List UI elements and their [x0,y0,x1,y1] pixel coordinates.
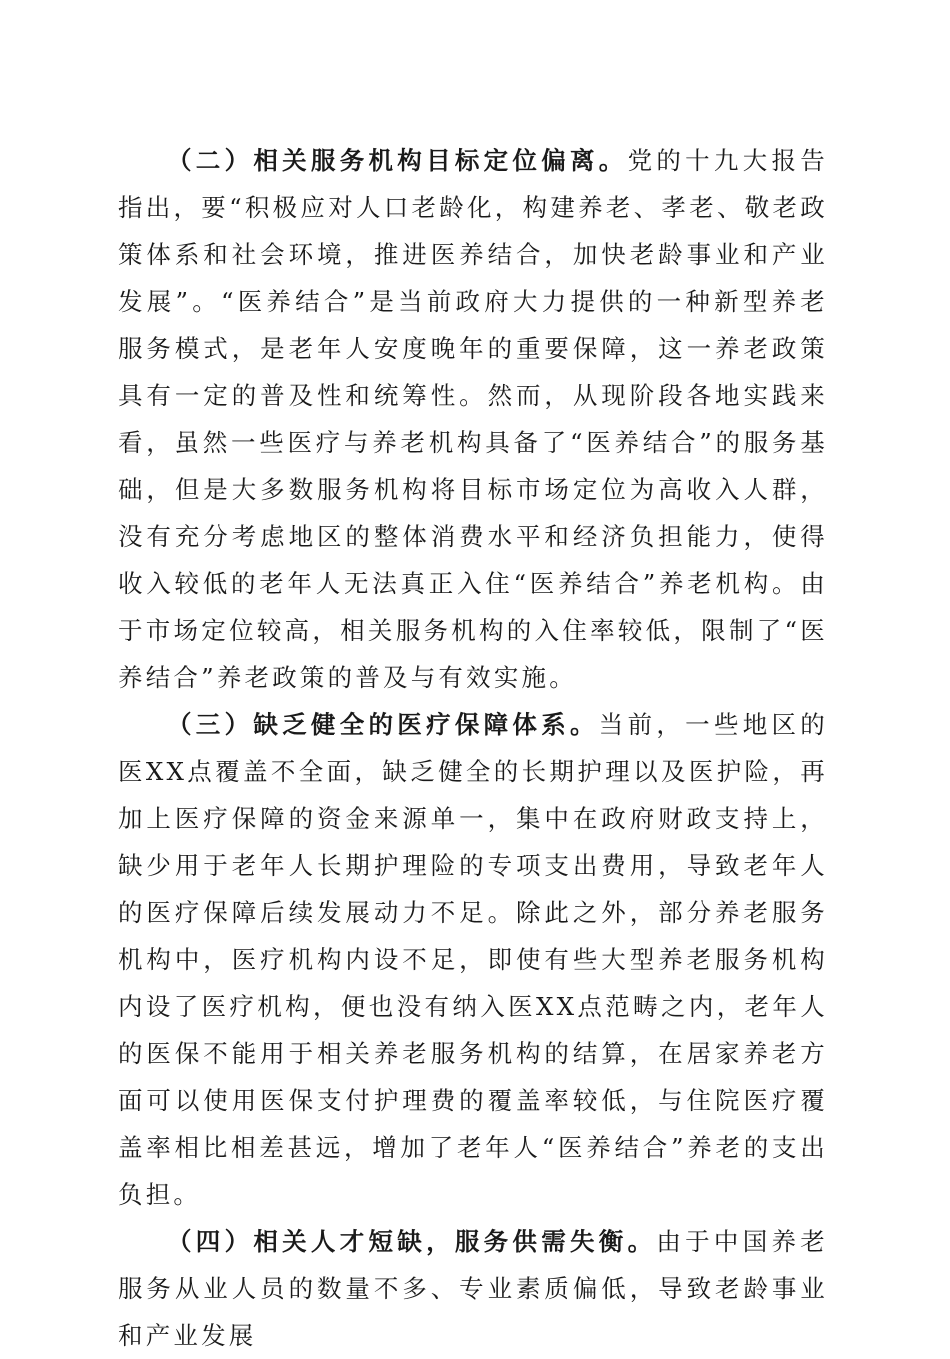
section-text-4: 由于中国养老服务从业人员的数量不多、专业素质偏低，导致老龄事业和产业发展 [118,1227,828,1350]
paragraph-section-2 [118,137,828,701]
section-text-2: 党的十九大报告指出，要“积极应对人口老龄化，构建养老、孝老、敬老政策体系和社会环境，推进医养结合，加快老龄事业和产业发展”。“医养结合”是当前政府大力提供的一种新型养老服务模式，是老年人安度晚年的重要保障，这一养老政策具有一定的普及性和统筹性。然而，从现阶段各地实践来看，虽然一些医疗与养老机构具备了“医养结合”的服务基础，但是大多数服务机构将目标市场定位为高收入人群，没有充分考虑地区的整体消费水平和经济负担能力，使得收入较低的老年人无法真正入住“医养结合”养老机构。由于市场定位较高，相关服务机构的入住率较低，限制了“医养结合”养老政策的普及与有效实施。 [118,146,828,692]
paragraph-section-4 [118,1218,828,1359]
paragraph-section-3 [118,701,828,1218]
section-heading-4: （四）相关人才短缺，服务供需失衡。 [167,1227,657,1256]
document-body [118,137,828,1359]
section-heading-2: （二）相关服务机构目标定位偏离。 [167,146,628,175]
section-heading-3: （三）缺乏健全的医疗保障体系。 [167,710,599,739]
section-text-3: 当前，一些地区的医XX点覆盖不全面，缺乏健全的长期护理以及医护险，再加上医疗保障的资金来源单一，集中在政府财政支持上，缺少用于老年人长期护理险的专项支出费用，导致老年人的医疗保障后续发展动力不足。除此之外，部分养老服务机构中，医疗机构内设不足，即使有些大型养老服务机构内设了医疗机构，便也没有纳入医XX点范畴之内，老年人的医保不能用于相关养老服务机构的结算，在居家养老方面可以使用医保支付护理费的覆盖率较低，与住院医疗覆盖率相比相差甚远，增加了老年人“医养结合”养老的支出负担。 [118,710,828,1209]
